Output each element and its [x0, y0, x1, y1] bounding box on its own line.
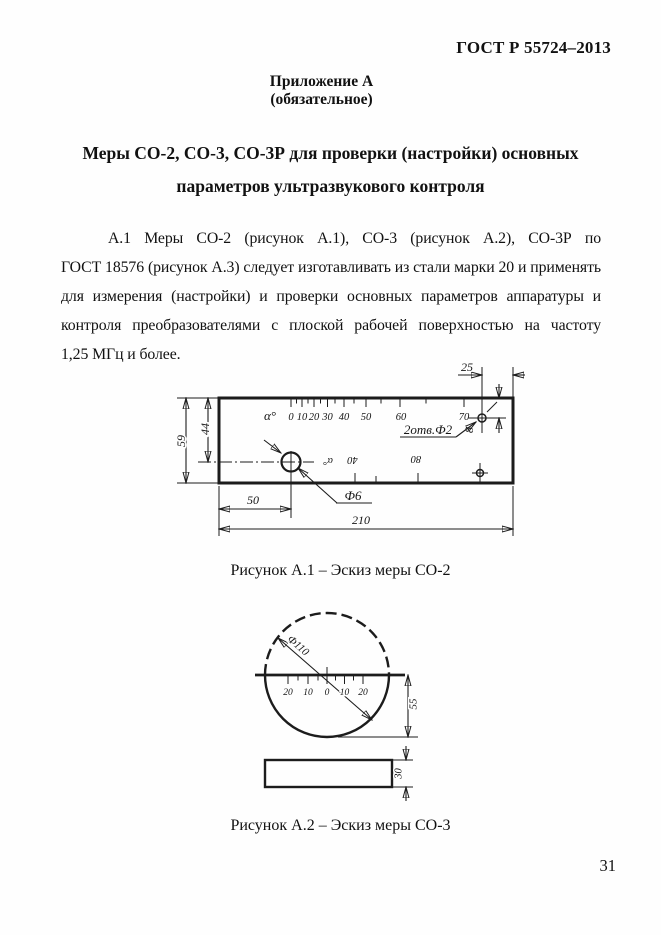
scale-label: 10 [303, 688, 313, 698]
co3-body-outline [255, 613, 405, 737]
scale-label: 30 [322, 412, 333, 423]
body-paragraph [61, 224, 601, 369]
dim-hole-offset-label: 50 [247, 493, 259, 507]
appendix-note: (обязательное) [270, 90, 373, 108]
page-header: ГОСТ Р 55724–2013 [456, 38, 611, 57]
angle-symbol-bottom-label: α° [323, 455, 333, 466]
scale-label: 20 [283, 688, 293, 698]
dim-hole-depth-label: 44 [197, 423, 212, 435]
angle-scale-top [264, 398, 470, 423]
angle-scale-bottom [322, 453, 421, 483]
scale-label: 20 [308, 412, 320, 423]
dimension-210 [219, 486, 513, 536]
document-title [0, 137, 661, 203]
dim-thickness-label: 30 [393, 768, 405, 779]
appendix-heading [0, 73, 643, 108]
scale-label: 0 [288, 412, 294, 423]
angle-symbol-label: α° [263, 408, 277, 423]
scale-label: 40 [347, 454, 358, 465]
title-line-1: Меры СО-2, СО-3, СО-3Р для проверки (настройки) основных [82, 143, 579, 163]
hole-f6-callout: Ф6 [344, 488, 362, 503]
hole-f2-bottom [472, 463, 488, 484]
dimension-55 [338, 675, 420, 737]
scale-label: 70 [458, 412, 470, 423]
paragraph-line: для измерения (настройки) и проверки основных параметров аппаратуры и [61, 288, 601, 305]
scale-label: 40 [338, 412, 350, 423]
dim-edge-distance-label: 8 [461, 427, 476, 433]
dimension-44 [198, 398, 212, 462]
scale-label: 60 [395, 412, 407, 423]
paragraph-line: 1,25 МГц и более. [61, 346, 181, 363]
scale-label: 0 [324, 688, 330, 698]
dimension-59 [174, 398, 219, 483]
figure-a2-caption: Рисунок А.2 – Эскиз меры СО-3 [230, 817, 451, 834]
figure-a1-caption: Рисунок А.1 – Эскиз меры СО-2 [230, 562, 451, 579]
scale-label: 10 [296, 412, 308, 423]
paragraph-line: ГОСТ 18576 (рисунок А.3) следует изготавливать из стали марки 20 и применять [61, 259, 601, 276]
co3-scale [283, 667, 368, 698]
scale-label: 80 [410, 453, 422, 464]
diameter-callout [278, 633, 372, 720]
scale-label: 20 [358, 688, 368, 698]
figure-a1-drawing [140, 355, 560, 555]
scale-label: 50 [360, 412, 372, 423]
dim-radius-label: 55 [407, 698, 420, 710]
dim-height-label: 59 [173, 435, 188, 447]
holes-f2-callout: 2отв.Ф2 [403, 422, 453, 437]
paragraph-line: А.1 Меры СО-2 (рисунок А.1), СО-3 (рисунок А.2), СО-3Р по [108, 230, 601, 247]
hole-f6 [198, 440, 372, 518]
figure-a2-drawing [230, 600, 430, 810]
page-number: 31 [599, 856, 616, 875]
dim-corner-offset-label: 25 [461, 360, 473, 374]
scale-label: 10 [339, 688, 350, 698]
paragraph-line: контроля преобразователями с плоской рабочей поверхностью на частоту [61, 317, 601, 334]
co3-side-view [265, 746, 413, 801]
dim-length-label: 210 [352, 513, 370, 527]
title-line-2: параметров ультразвукового контроля [176, 176, 485, 196]
appendix-label: Приложение А [269, 73, 374, 90]
diameter-label: Ф110 [284, 633, 312, 659]
